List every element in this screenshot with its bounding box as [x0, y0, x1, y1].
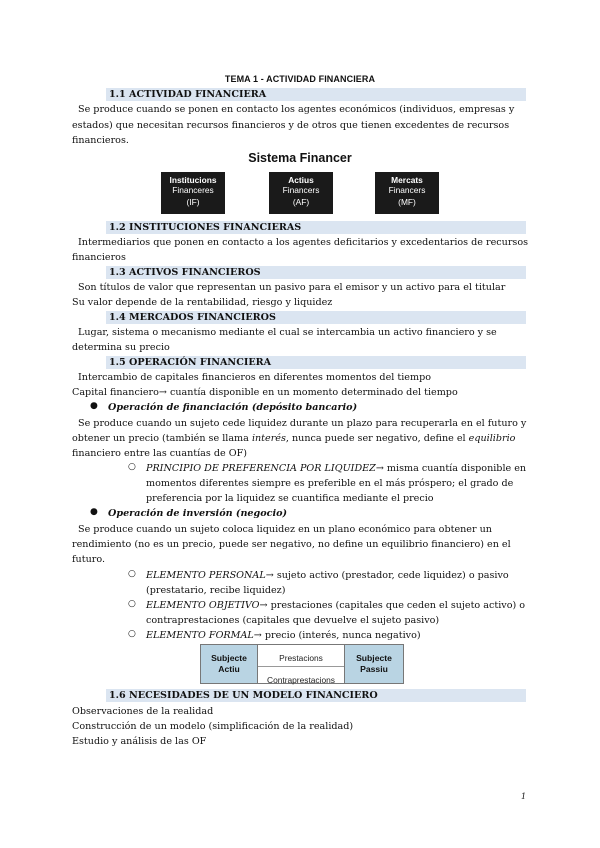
box-abbrev: (IF) [186, 197, 200, 207]
heading-1-6: 1.6 NECESIDADES DE UN MODELO FINANCIERO [106, 689, 526, 702]
operation-financing-title: Operación de financiación (depósito bancario) [108, 402, 358, 413]
heading-1-4: 1.4 MERCADOS FINANCIEROS [106, 311, 526, 324]
page-title: TEMA 1 - ACTIVIDAD FINANCIERA [224, 74, 376, 84]
paragraph-line: preferencia por la liquidez se cuantifica mediante el precio [146, 493, 434, 504]
paragraph-line: financieros [72, 252, 126, 263]
diagram-box-assets [269, 172, 333, 214]
circle-bullet-icon: ○ [128, 629, 136, 639]
paragraph-line: Intercambio de capitales financieros en diferentes momentos del tiempo [78, 372, 431, 383]
heading-1-3: 1.3 ACTIVOS FINANCIEROS [106, 266, 526, 279]
box-line: Financers [388, 185, 426, 195]
bullet-icon: ● [90, 401, 98, 411]
box-line: Financeres [172, 185, 214, 195]
circle-bullet-icon: ○ [128, 462, 136, 472]
paragraph-line: Intermediarios que ponen en contacto a los agentes deficitarios y excedentarios de recursos [78, 237, 529, 248]
paragraph-line: determina su precio [72, 342, 170, 353]
bullet-icon: ● [90, 507, 98, 517]
paragraph-line: Su valor depende de la rentabilidad, riesgo y liquidez [72, 297, 333, 308]
box-line: Actius [288, 175, 314, 185]
paragraph-line: futuro. [72, 554, 106, 565]
paragraph-line: estados) que necesitan recursos financieros y de otros que tienen excedentes de recursos [72, 120, 510, 131]
element-personal: ELEMENTO PERSONAL→ sujeto activo (prestador, cede liquidez) o pasivo [146, 570, 509, 581]
principle-liquidity: PRINCIPIO DE PREFERENCIA POR LIQUIDEZ→ misma cuantía disponible en [146, 463, 527, 474]
heading-1-1: 1.1 ACTIVIDAD FINANCIERA [106, 88, 526, 101]
paragraph-line: Observaciones de la realidad [72, 706, 214, 717]
paragraph-line: Se produce cuando un sujeto coloca liquidez en un plano económico para obtener un [78, 524, 492, 535]
paragraph-line: Capital financiero→ cuantía disponible en un momento determinado del tiempo [72, 387, 458, 398]
element-objective: ELEMENTO OBJETIVO→ prestaciones (capitales que ceden el sujeto activo) o [146, 600, 526, 611]
diagram-title: Sistema Financer [248, 151, 352, 165]
prestacions-label: Prestacions [279, 653, 323, 663]
box-abbrev: (AF) [292, 197, 310, 207]
diagram-box-markets [375, 172, 439, 214]
box-line: Institucions [169, 175, 217, 185]
paragraph-line: financiero entre las cuantías de OF) [72, 448, 247, 459]
paragraph-line: Se produce cuando se ponen en contacto los agentes económicos (individuos, empresas y [78, 104, 515, 115]
box-abbrev: (MF) [398, 197, 416, 207]
paragraph-line: financieros. [72, 135, 129, 146]
diagram-subject-passive: Subjecte Passiu [344, 644, 404, 684]
contraprestacions-label: Contraprestacions [267, 675, 335, 685]
paragraph-line: Construcción de un modelo (simplificación de la realidad) [72, 721, 354, 732]
operation-investment-title: Operación de inversión (negocio) [108, 508, 288, 519]
page-number: 1 [521, 792, 527, 801]
box-line: Mercats [391, 175, 423, 185]
paragraph-line: contraprestaciones (capitales que devuelve el sujeto pasivo) [146, 615, 440, 626]
circle-bullet-icon: ○ [128, 599, 136, 609]
element-formal: ELEMENTO FORMAL→ precio (interés, nunca negativo) [146, 630, 421, 641]
diagram-exchange [258, 644, 344, 684]
paragraph-line: Estudio y análisis de las OF [72, 736, 207, 747]
paragraph-line: obtener un precio (también se llama interés, nunca puede ser negativo, define el equilibrio [72, 433, 516, 444]
diagram-subject-active: Subjecte Actiu [200, 644, 258, 684]
heading-1-5: 1.5 OPERACIÓN FINANCIERA [106, 356, 526, 369]
paragraph-line: Lugar, sistema o mecanismo mediante el cual se intercambia un activo financiero y se [78, 327, 497, 338]
diagram-box-institutions [161, 172, 225, 214]
circle-bullet-icon: ○ [128, 569, 136, 579]
heading-1-2: 1.2 INSTITUCIONES FINANCIERAS [106, 221, 526, 234]
paragraph-line: rendimiento (no es un precio, puede ser negativo, no define un equilibrio financiero) en el [72, 539, 511, 550]
paragraph-line: Son títulos de valor que representan un pasivo para el emisor y un activo para el titular [78, 282, 506, 293]
paragraph-line: (prestatario, recibe liquidez) [146, 585, 286, 596]
box-line: Financers [282, 185, 320, 195]
paragraph-line: Se produce cuando un sujeto cede liquidez durante un plazo para recuperarla en el futuro y [78, 418, 527, 429]
paragraph-line: momentos diferentes siempre es preferible en el más próspero; el grado de [146, 478, 514, 489]
divider [258, 666, 344, 667]
